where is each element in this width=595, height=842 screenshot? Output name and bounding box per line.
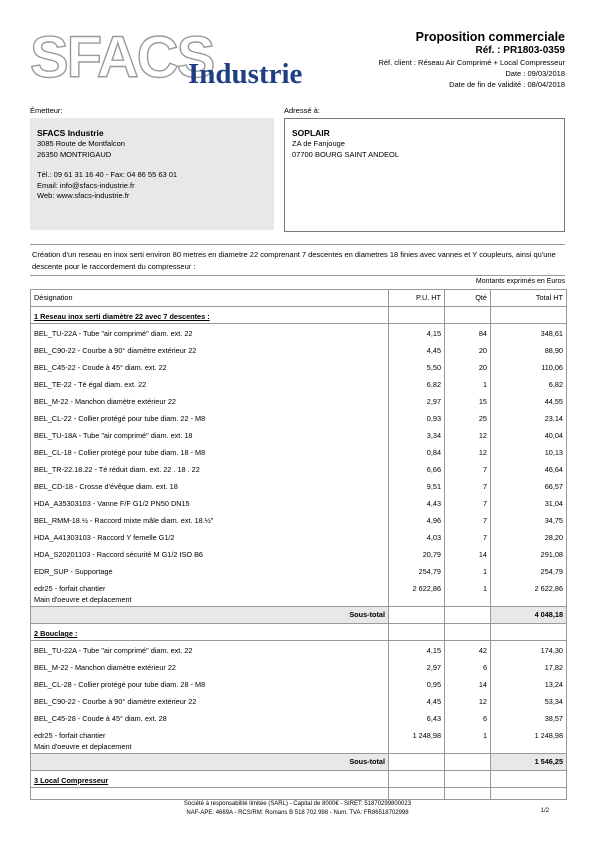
item-total: 6,82	[491, 375, 567, 392]
empty-cell	[389, 771, 445, 788]
item-designation	[31, 511, 389, 528]
legal-footer	[0, 800, 595, 817]
item-designation	[31, 692, 389, 709]
item-unit-price: 254,79	[389, 562, 445, 579]
item-designation-text: edr25 - forfait chantier	[34, 583, 106, 593]
item-designation-text: BEL_M-22 - Manchon diamètre extérieur 22	[34, 396, 176, 406]
item-quantity: 6	[445, 709, 491, 726]
recipient-label: Adressé à:	[284, 106, 320, 115]
item-designation	[31, 358, 389, 375]
section-title-row	[31, 771, 567, 788]
empty-cell	[389, 754, 445, 771]
subtotal-row	[31, 754, 567, 771]
item-designation-text: BEL_CL-28 - Collier protégé pour tube diam. 28 - M8	[34, 679, 206, 689]
section-title-row	[31, 307, 567, 324]
item-unit-price: 6,82	[389, 375, 445, 392]
item-total: 23,14	[491, 409, 567, 426]
item-unit-price: 2,97	[389, 658, 445, 675]
item-total: 31,04	[491, 494, 567, 511]
document-reference: Réf. : PR1803-0359	[475, 45, 565, 56]
col-header-designation: Désignation	[31, 290, 389, 307]
item-unit-price: 5,50	[389, 358, 445, 375]
table-row	[31, 726, 567, 754]
table-row	[31, 409, 567, 426]
empty-cell	[389, 307, 445, 324]
section-title-row	[31, 624, 567, 641]
page-number: 1/2	[540, 808, 549, 814]
item-unit-price: 0,84	[389, 443, 445, 460]
item-unit-price: 20,79	[389, 545, 445, 562]
item-designation	[31, 460, 389, 477]
item-unit-price: 3,34	[389, 426, 445, 443]
item-designation-text: HDA_A35303103 - Vanne F/F G1/2 PN50 DN15	[34, 498, 190, 508]
item-designation	[31, 579, 389, 607]
item-designation-text: BEL_TU-22A - Tube "air comprimé" diam. ext. 22	[34, 646, 193, 655]
item-quantity: 25	[445, 409, 491, 426]
item-unit-price: 2,97	[389, 392, 445, 409]
table-row	[31, 324, 567, 341]
logo-mark: SFACS	[30, 25, 214, 90]
item-designation-text: HDA_S20201103 - Raccord sécurité M G1/2 ISO B6	[34, 549, 203, 559]
empty-cell	[445, 607, 491, 624]
item-total: 13,24	[491, 675, 567, 692]
item-total: 2 622,86	[491, 579, 567, 607]
item-unit-price: 4,45	[389, 692, 445, 709]
item-unit-price: 0,95	[389, 675, 445, 692]
subtotal-row	[31, 607, 567, 624]
document-date: Date : 09/03/2018	[505, 69, 565, 78]
table-row	[31, 358, 567, 375]
table-row	[31, 443, 567, 460]
empty-cell	[491, 771, 567, 788]
item-designation-text: BEL_TE-22 - Té égal diam. ext. 22	[34, 379, 147, 389]
table-row	[31, 545, 567, 562]
item-quantity: 1	[445, 579, 491, 607]
item-designation	[31, 726, 389, 754]
table-row	[31, 494, 567, 511]
item-designation-text: BEL_TU-22A - Tube "air comprimé" diam. ext. 22	[34, 329, 193, 338]
item-designation	[31, 545, 389, 562]
item-designation-text: BEL_M-22 - Manchon diamètre extérieur 22	[34, 662, 176, 672]
item-unit-price: 4,45	[389, 341, 445, 358]
item-total: 53,34	[491, 692, 567, 709]
col-header-total: Total HT	[491, 290, 567, 307]
client-reference: Réf. client : Réseau Air Comprimé + Local Compresseur	[378, 58, 565, 67]
item-designation-text: EDR_SUP - Supportage	[34, 566, 113, 576]
item-total: 348,61	[491, 324, 567, 341]
table-row	[31, 477, 567, 494]
validity-date: Date de fin de validité : 08/04/2018	[449, 80, 565, 89]
item-designation-detail: Main d'oeuvre et deplacement	[34, 741, 132, 751]
col-header-quantity: Qté	[445, 290, 491, 307]
item-quantity: 12	[445, 443, 491, 460]
section-title	[31, 771, 389, 788]
section-title-text: 3 Local Compresseur	[34, 776, 109, 785]
item-unit-price: 4,43	[389, 494, 445, 511]
item-designation	[31, 494, 389, 511]
item-quantity: 14	[445, 675, 491, 692]
item-quantity: 7	[445, 528, 491, 545]
item-total: 10,13	[491, 443, 567, 460]
item-total: 40,04	[491, 426, 567, 443]
recipient-address-1: ZA de Fanjouge	[292, 139, 345, 148]
item-quantity: 1	[445, 375, 491, 392]
item-total: 254,79	[491, 562, 567, 579]
item-quantity: 20	[445, 341, 491, 358]
item-total: 34,75	[491, 511, 567, 528]
item-designation-text: BEL_C45-22 - Coude à 45° diam. ext. 22	[34, 362, 167, 372]
table-row	[31, 692, 567, 709]
item-quantity: 14	[445, 545, 491, 562]
item-quantity: 1	[445, 726, 491, 754]
item-designation-text: HDA_A41303103 - Raccord Y femelle G1/2	[34, 532, 175, 542]
subtotal-value: 1 546,25	[491, 754, 567, 771]
item-quantity: 12	[445, 692, 491, 709]
item-designation-text: BEL_C90-22 - Courbe à 90° diamètre extérieur 22	[34, 696, 197, 706]
empty-cell	[491, 307, 567, 324]
document-title: Proposition commerciale	[415, 30, 565, 44]
item-unit-price: 4,96	[389, 511, 445, 528]
emitter-box	[30, 118, 274, 230]
table-row	[31, 392, 567, 409]
item-unit-price: 6,66	[389, 460, 445, 477]
item-unit-price: 6,43	[389, 709, 445, 726]
emitter-name: SFACS Industrie	[37, 128, 104, 138]
table-row	[31, 341, 567, 358]
item-quantity: 6	[445, 658, 491, 675]
emitter-label: Émetteur:	[30, 106, 63, 115]
table-row	[31, 562, 567, 579]
item-quantity: 20	[445, 358, 491, 375]
item-designation	[31, 709, 389, 726]
recipient-box	[284, 118, 565, 232]
item-total: 44,55	[491, 392, 567, 409]
item-total: 17,82	[491, 658, 567, 675]
table-row	[31, 426, 567, 443]
item-designation-text: BEL_C90-22 - Courbe à 90° diamètre extérieur 22	[34, 345, 197, 355]
section-title	[31, 307, 389, 324]
item-quantity: 12	[445, 426, 491, 443]
item-total: 1 248,98	[491, 726, 567, 754]
item-designation-text: BEL_TU-18A - Tube "air comprimé" diam. ext. 18	[34, 430, 193, 440]
empty-cell	[389, 788, 445, 800]
emitter-phone: Tél.: 09 61 31 16 40 - Fax: 04 86 55 63 01	[37, 170, 178, 179]
item-designation	[31, 443, 389, 460]
item-designation-text: BEL_TR-22.18.22 - Té réduit diam. ext. 22 . 18 . 22	[34, 464, 200, 474]
empty-cell	[491, 788, 567, 800]
empty-cell	[445, 754, 491, 771]
item-total: 66,57	[491, 477, 567, 494]
empty-cell	[445, 771, 491, 788]
item-designation	[31, 641, 389, 658]
item-unit-price: 4,15	[389, 641, 445, 658]
recipient-address-2: 07700 BOURG SAINT ANDEOL	[292, 149, 399, 159]
item-quantity: 84	[445, 324, 491, 341]
section-title-text: 1 Reseau inox serti diamètre 22 avec 7 descentes :	[34, 312, 210, 321]
item-designation	[31, 528, 389, 545]
item-designation-text: BEL_RMM-18.½ - Raccord mixte mâle diam. ext. 18.½"	[34, 515, 214, 525]
table-row	[31, 788, 567, 800]
item-total: 174,30	[491, 641, 567, 658]
section-title	[31, 624, 389, 641]
item-designation-text: BEL_CD-18 - Crosse d'évêque diam. ext. 18	[34, 481, 178, 491]
offer-description: Création d'un reseau en inox serti environ 80 metres en diametre 22 comprenant 7 descentes en diametres 18 finies avec vannes et Y coupleurs, ainsi qu'une descente pour le raccordement du compresseur :	[30, 244, 565, 276]
item-unit-price: 2 622,86	[389, 579, 445, 607]
item-unit-price: 9,51	[389, 477, 445, 494]
item-designation	[31, 392, 389, 409]
item-total: 88,90	[491, 341, 567, 358]
item-total: 28,20	[491, 528, 567, 545]
item-quantity: 7	[445, 460, 491, 477]
item-designation	[31, 324, 389, 341]
empty-cell	[445, 307, 491, 324]
emitter-web: Web: www.sfacs-industrie.fr	[37, 191, 130, 200]
item-total: 38,57	[491, 709, 567, 726]
emitter-address-1: 3085 Route de Montfalcon	[37, 139, 125, 148]
company-logo	[30, 25, 320, 92]
recipient-name: SOPLAIR	[292, 128, 330, 138]
item-designation	[31, 477, 389, 494]
currency-note: Montants exprimés en Euros	[475, 278, 565, 285]
item-total: 291,08	[491, 545, 567, 562]
empty-cell	[445, 788, 491, 800]
footer-line-2: NAF-APE: 4669A - RCS/RM: Romans B 518 702 998 - Num. TVA: FR86518702998	[186, 809, 409, 816]
item-quantity: 7	[445, 511, 491, 528]
item-quantity: 1	[445, 562, 491, 579]
item-unit-price: 4,15	[389, 324, 445, 341]
table-row	[31, 528, 567, 545]
item-designation	[31, 341, 389, 358]
table-body	[31, 307, 567, 800]
section-title-text: 2 Bouclage :	[34, 629, 78, 638]
item-quantity: 7	[445, 494, 491, 511]
item-unit-price: 1 248,98	[389, 726, 445, 754]
item-quantity: 15	[445, 392, 491, 409]
emitter-email: Email: info@sfacs-industrie.fr	[37, 180, 135, 190]
item-designation	[31, 426, 389, 443]
table-row	[31, 658, 567, 675]
line-items-table	[30, 289, 567, 800]
table-row	[31, 460, 567, 477]
logo-word: Industrie	[188, 58, 303, 90]
item-designation-text: BEL_C45-28 - Coude à 45° diam. ext. 28	[34, 713, 167, 723]
empty-cell	[445, 624, 491, 641]
item-unit-price: 0,93	[389, 409, 445, 426]
table-row	[31, 375, 567, 392]
table-row	[31, 709, 567, 726]
table-row	[31, 675, 567, 692]
item-designation	[31, 675, 389, 692]
item-designation-text: BEL_CL-18 - Collier protégé pour tube diam. 18 - M8	[34, 447, 206, 457]
table-row	[31, 511, 567, 528]
footer-line-1: Société à responsabilité limitée (SARL) - Capital de 8000€ - SIRET: 51870299800023	[183, 801, 412, 807]
empty-cell	[389, 624, 445, 641]
empty-cell	[31, 788, 389, 800]
item-designation	[31, 562, 389, 579]
item-quantity: 42	[445, 641, 491, 658]
item-designation	[31, 409, 389, 426]
item-designation-text: BEL_CL-22 - Collier protégé pour tube diam. 22 - M8	[34, 413, 206, 423]
item-designation-detail: Main d'oeuvre et deplacement	[34, 594, 132, 604]
empty-cell	[491, 624, 567, 641]
item-designation	[31, 375, 389, 392]
table-row	[31, 641, 567, 658]
emitter-address-2: 26350 MONTRIGAUD	[37, 149, 112, 159]
item-designation	[31, 658, 389, 675]
item-total: 46,64	[491, 460, 567, 477]
subtotal-value: 4 048,18	[491, 607, 567, 624]
item-quantity: 7	[445, 477, 491, 494]
subtotal-label: Sous-total	[31, 607, 389, 624]
col-header-unit-price: P.U. HT	[389, 290, 445, 307]
subtotal-label: Sous-total	[31, 754, 389, 771]
table-header-row	[31, 290, 567, 307]
item-designation-text: edr25 - forfait chantier	[34, 730, 106, 740]
item-total: 110,06	[491, 358, 567, 375]
item-unit-price: 4,03	[389, 528, 445, 545]
document-header	[305, 30, 565, 90]
empty-cell	[389, 607, 445, 624]
table-row	[31, 579, 567, 607]
